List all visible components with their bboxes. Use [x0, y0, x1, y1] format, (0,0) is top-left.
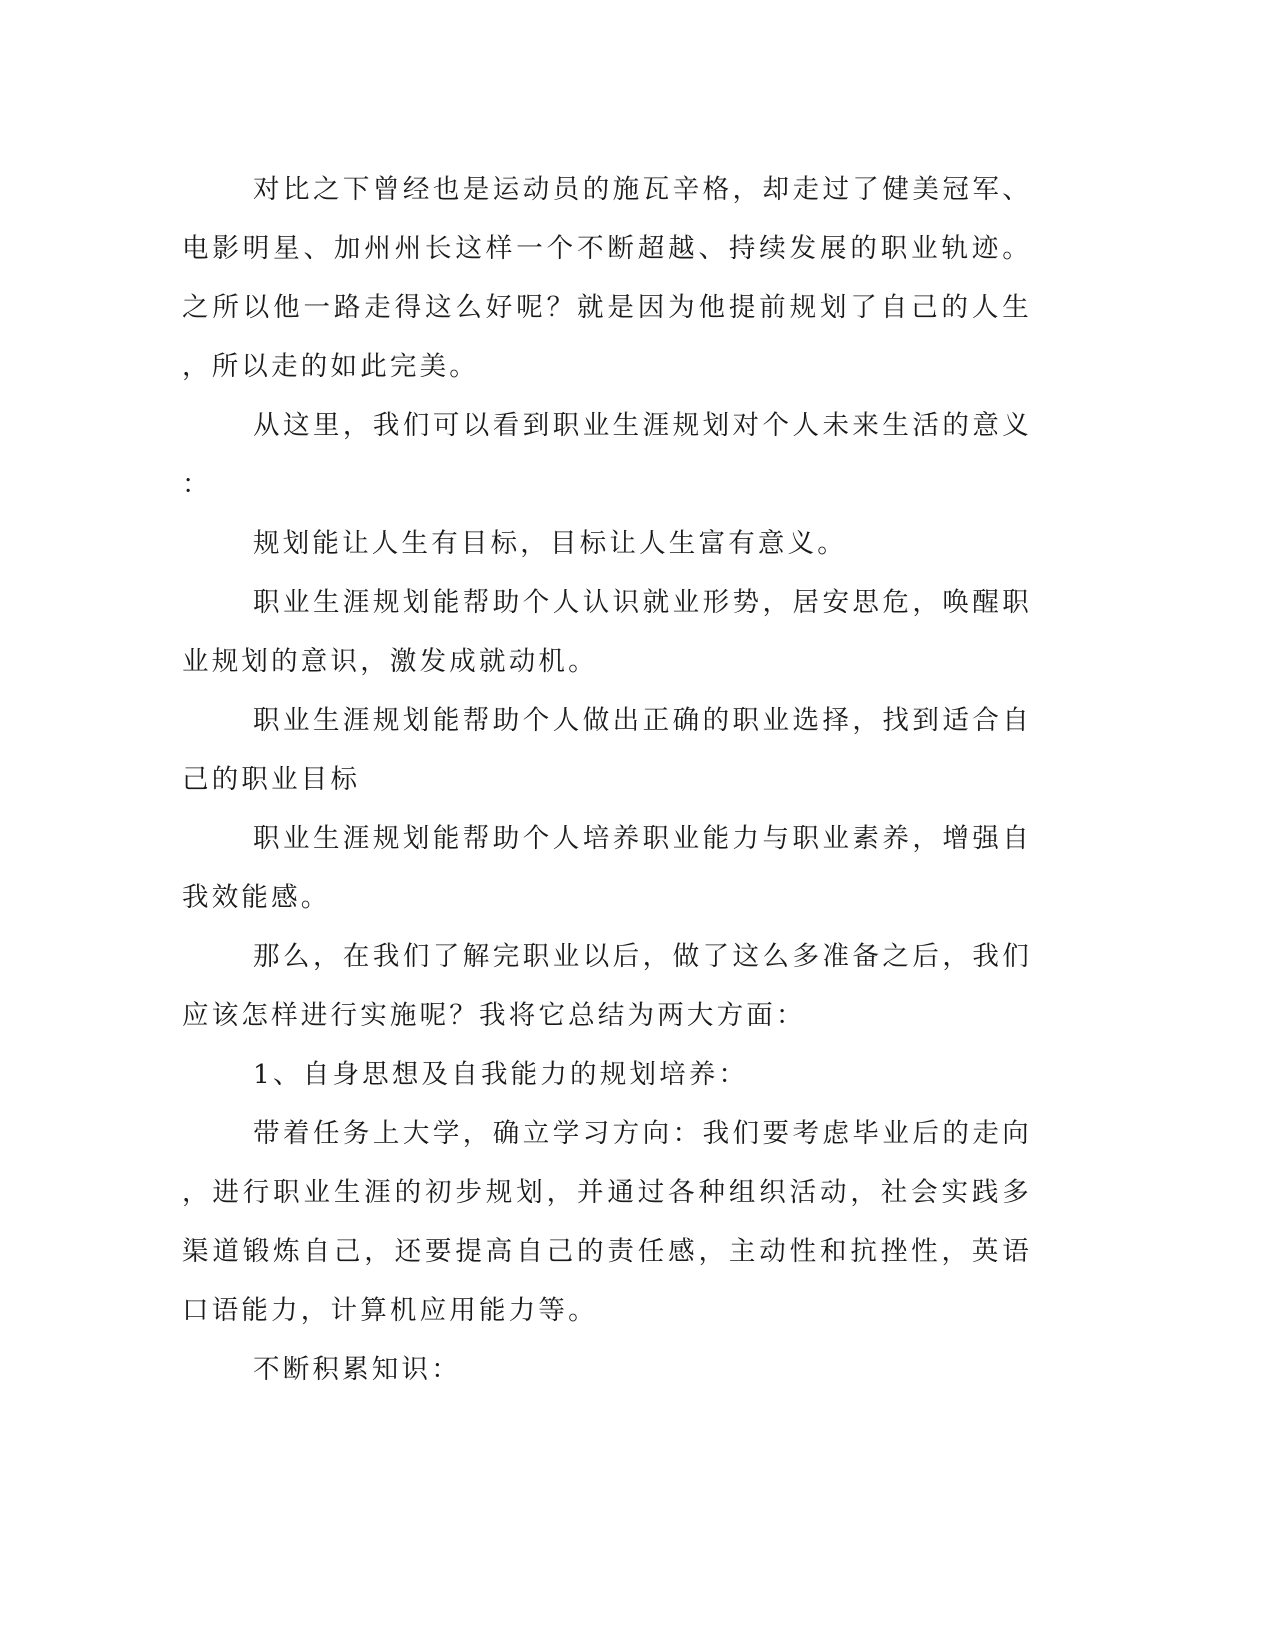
- paragraph-section-heading-1: 1、自身思想及自我能力的规划培养：: [253, 1059, 749, 1090]
- paragraph-accumulate-knowledge: 不断积累知识：: [253, 1354, 461, 1385]
- paragraph-significance-intro: 从这里，我们可以看到职业生涯规划对个人未来生活的意义：: [182, 410, 1032, 500]
- paragraph-goal: 规划能让人生有目标，目标让人生富有意义。: [253, 528, 847, 559]
- paragraph-implementation: 那么，在我们了解完职业以后，做了这么多准备之后，我们应该怎样进行实施呢？我将它总结为两大方面：: [182, 941, 1032, 1031]
- document-body: [182, 160, 1032, 1399]
- paragraph-employment-situation: 职业生涯规划能帮助个人认识就业形势，居安思危，唤醒职业规划的意识，激发成就动机。: [182, 587, 1032, 677]
- paragraph-schwarzenegger: 对比之下曾经也是运动员的施瓦辛格，却走过了健美冠军、电影明星、加州州长这样一个不断超越、持续发展的职业轨迹。之所以他一路走得这么好呢？就是因为他提前规划了自己的人生，所以走的如此完美。: [182, 174, 1032, 382]
- paragraph-career-choice: 职业生涯规划能帮助个人做出正确的职业选择，找到适合自己的职业目标: [182, 705, 1032, 795]
- paragraph-career-ability: 职业生涯规划能帮助个人培养职业能力与职业素养，增强自我效能感。: [182, 823, 1032, 913]
- paragraph-university-tasks: 带着任务上大学，确立学习方向：我们要考虑毕业后的走向，进行职业生涯的初步规划，并通过各种组织活动，社会实践多渠道锻炼自己，还要提高自己的责任感，主动性和抗挫性，英语口语能力，计算机应用能力等。: [182, 1118, 1032, 1326]
